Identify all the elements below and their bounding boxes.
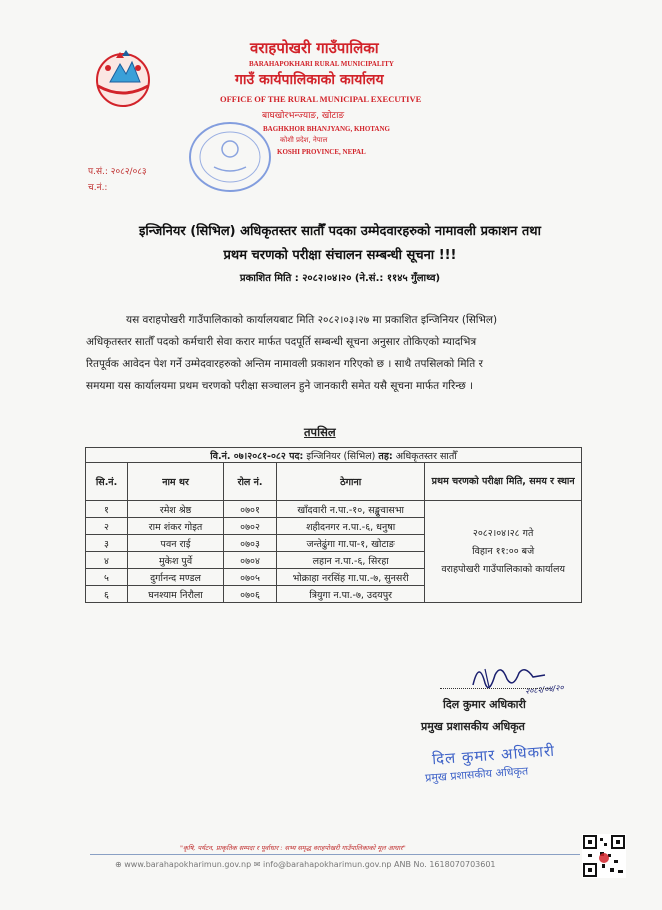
published-date: प्रकाशित मिति : २०८२।०४।२० (ने.सं.: ११४५ गुँलाथ्व): [239, 273, 441, 284]
cell-address: खाँदवारी न.पा.-१०, सङ्खुवासभा: [277, 501, 425, 518]
cell-sn: ३: [86, 535, 128, 552]
footer-contacts: [115, 860, 496, 869]
cell-roll: ०७०२: [224, 518, 277, 535]
exam-time: विहान ११:०० बजे: [472, 545, 535, 557]
cell-name: राम शंकर गोइत: [128, 518, 224, 535]
municipality-name-en: BARAHAPOKHARI RURAL MUNICIPALITY: [249, 60, 394, 68]
municipality-name-np: वराहपोखरी गाउँपालिका: [250, 39, 379, 57]
province-np: कोशी प्रदेश, नेपाल: [280, 136, 328, 144]
notice-paragraph-line3: रितपूर्वक आवेदन पेश गर्ने उम्मेदवारहरुको अन्तिम नामावली प्रकाशन गरिएको छ । साथै तपसिलको मिति र: [86, 358, 483, 370]
qr-code-icon: [582, 834, 626, 878]
name-stamp: दिल कुमार अधिकारी: [431, 741, 556, 769]
signature-date: २०८२/०४/२०: [524, 683, 565, 696]
office-name-en: OFFICE OF THE RURAL MUNICIPAL EXECUTIVE: [220, 94, 422, 104]
caption-post: इन्जिनियर (सिभिल): [306, 450, 376, 462]
schedule-caption: [86, 448, 582, 463]
footer-slogan: "कृषि, पर्यटन, प्राकृतिक सम्पदा र पूर्वाधार : सभ्य समृद्ध वराहपोखरी गाउँपालिकाको मूल आधार": [180, 844, 406, 852]
footer-divider: [90, 854, 580, 855]
designation-stamp: प्रमुख प्रशासकीय अधिकृत: [424, 764, 529, 785]
cell-name: रमेश श्रेष्ठ: [128, 501, 224, 518]
cell-roll: ०७०६: [224, 586, 277, 603]
caption-prefix: वि.नं. ०७।२०८१-०८२ पद:: [210, 450, 304, 462]
signatory-designation: प्रमुख प्रशासकीय अधिकृत: [421, 720, 525, 733]
cell-name: पवन राई: [128, 535, 224, 552]
office-seal-stamp-icon: [184, 117, 276, 195]
col-header-roll: रोल नं.: [224, 463, 277, 501]
address-np: बाघखोरभन्ज्याङ, खोटाङ: [262, 111, 345, 121]
cell-roll: ०७०४: [224, 552, 277, 569]
notice-paragraph-line2: अधिकृतस्तर सातौँ पदको कर्मचारी सेवा करार मार्फत पदपूर्ति सम्बन्धी सूचना अनुसार तोकिएको म्यादभित्र: [86, 336, 477, 348]
cell-roll: ०७०१: [224, 501, 277, 518]
cell-roll: ०७०३: [224, 535, 277, 552]
cell-roll: ०७०५: [224, 569, 277, 586]
footer-website[interactable]: www.barahapokharimun.gov.np: [124, 860, 252, 869]
cell-name: दुर्गानन्द मण्डल: [128, 569, 224, 586]
col-header-name: नाम थर: [128, 463, 224, 501]
signature-line: [440, 688, 550, 689]
cell-address: शहीदनगर न.पा.-६, धनुषा: [277, 518, 425, 535]
footer-email[interactable]: info@barahapokharimun.gov.np: [262, 860, 392, 869]
footer-anb: ANB No. 1618070703601: [394, 860, 496, 869]
col-header-exam-info: प्रथम चरणको परीक्षा मिति, समय र स्थान: [425, 463, 582, 501]
signatory-name: दिल कुमार अधिकारी: [443, 698, 526, 711]
cell-exam-info: [425, 501, 582, 603]
schedule-table: [85, 447, 582, 603]
cell-sn: ४: [86, 552, 128, 569]
schedule-heading: तपसिल: [304, 425, 336, 439]
col-header-sn: सि.नं.: [86, 463, 128, 501]
email-icon: ✉: [253, 860, 261, 869]
table-row: [86, 501, 582, 518]
address-en: BAGHKHOR BHANJYANG, KHOTANG: [263, 125, 390, 133]
cell-address: लहान न.पा.-६, सिरहा: [277, 552, 425, 569]
notice-paragraph-line1: यस वराहपोखरी गाउँपालिकाको कार्यालयबाट मिति २०८२।०३।२७ मा प्रकाशित इन्जिनियर (सिभिल): [126, 314, 498, 326]
col-header-address: ठेगाना: [277, 463, 425, 501]
cell-sn: २: [86, 518, 128, 535]
exam-date: २०८२।०४।२८ गते: [472, 527, 534, 539]
reference-number: प.सं.: २०८२/०८३: [88, 167, 147, 177]
dispatch-number: च.नं.:: [88, 183, 108, 193]
cell-address: भोक्राहा नरसिंह गा.पा.-७, सुनसरी: [277, 569, 425, 586]
notice-title-line1: इन्जिनियर (सिभिल) अधिकृतस्तर सातौँ पदका उम्मेदवारहरुको नामावली प्रकाशन तथा: [139, 224, 541, 239]
nepal-emblem-icon: [88, 42, 158, 112]
cell-name: मुकेश पुर्वे: [128, 552, 224, 569]
cell-sn: १: [86, 501, 128, 518]
caption-level-label: तह:: [378, 450, 393, 462]
cell-address: त्रियुगा न.पा.-७, उदयपुर: [277, 586, 425, 603]
cell-sn: ५: [86, 569, 128, 586]
notice-title-line2: प्रथम चरणको परीक्षा संचालन सम्बन्धी सूचना !!!: [223, 248, 457, 263]
province-en: KOSHI PROVINCE, NEPAL: [277, 148, 366, 156]
notice-paragraph-line4: समयमा यस कार्यालयमा प्रथम चरणको परीक्षा सञ्चालन हुने जानकारी समेत यसै सूचना मार्फत गरिन्छ ।: [86, 380, 473, 392]
globe-icon: ⊕: [115, 860, 122, 869]
caption-level: अधिकृतस्तर सातौँ: [395, 450, 457, 462]
cell-name: घनश्याम निरौला: [128, 586, 224, 603]
office-name-np: गाउँ कार्यपालिकाको कार्यालय: [235, 72, 384, 88]
cell-address: जन्तेढुंगा गा.पा-१, खोटाङ: [277, 535, 425, 552]
cell-sn: ६: [86, 586, 128, 603]
exam-venue: वराहपोखरी गाउँपालिकाको कार्यालय: [441, 563, 565, 575]
